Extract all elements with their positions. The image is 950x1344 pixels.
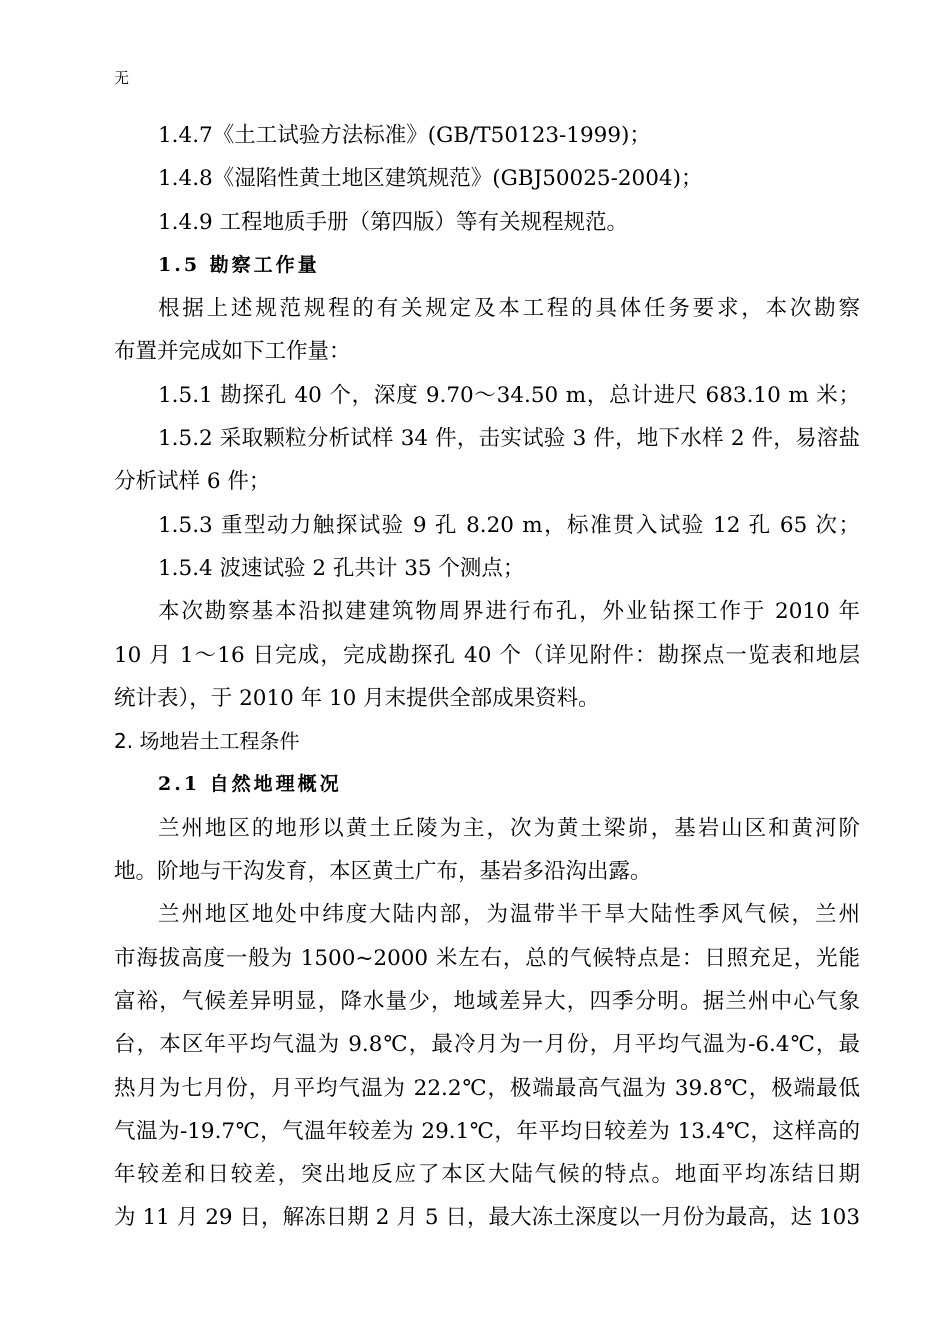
paragraph-line: 地。阶地与干沟发育，本区黄土广布，基岩多沿沟出露。 [114, 859, 652, 885]
paragraph-line: 热月为七月份，月平均气温为 22.2℃，极端最高气温为 39.8℃，极端最低 [114, 1075, 860, 1101]
page-header-text: 无 [114, 69, 130, 87]
section-heading-2: 2. 场地岩土工程条件 [114, 729, 300, 754]
paragraph-line: 台，本区年平均气温为 9.8℃，最冷月为一月份，月平均气温为-6.4℃，最 [114, 1032, 860, 1058]
paragraph-line: 为 11 月 29 日，解冻日期 2 月 5 日，最大冻土深度以一月份为最高，达 103 [114, 1205, 860, 1231]
paragraph-line: 布置并完成如下工作量： [114, 339, 351, 365]
reference-item-1-4-8: 1.4.8《湿陷性黄土地区建筑规范》(GBJ50025-2004)； [158, 166, 703, 192]
paragraph-line: 10 月 1～16 日完成，完成勘探孔 40 个（详见附件：勘探点一览表和地层 [114, 642, 860, 668]
paragraph-line: 本次勘察基本沿拟建建筑物周界进行布孔，外业钻探工作于 2010 年 [158, 599, 860, 625]
paragraph-line: 市海拔高度一般为 1500~2000 米左右，总的气候特点是：日照充足，光能 [114, 945, 860, 971]
subsection-heading-2-1: 2.1 自然地理概况 [158, 773, 342, 796]
subsection-heading-1-5: 1.5 勘察工作量 [158, 253, 320, 276]
paragraph-line: 气温为-19.7℃，气温年较差为 29.1℃，年平均日较差为 13.4℃，这样高的 [114, 1118, 860, 1144]
paragraph-line: 分析试样 6 件； [114, 469, 271, 495]
paragraph-line: 统计表），于 2010 年 10 月末提供全部成果资料。 [114, 685, 600, 711]
paragraph-line: 兰州地区的地形以黄土丘陵为主，次为黄土梁峁，基岩山区和黄河阶 [158, 815, 860, 841]
reference-item-1-4-7: 1.4.7《土工试验方法标准》(GB/T50123-1999)； [158, 123, 651, 148]
paragraph-line: 年较差和日较差，突出地反应了本区大陆气候的特点。地面平均冻结日期 [114, 1162, 860, 1188]
workload-item-1-5-4: 1.5.4 波速试验 2 孔共计 35 个测点； [158, 555, 525, 581]
document-body [114, 114, 860, 1240]
workload-item-1-5-3: 1.5.3 重型动力触探试验 9 孔 8.20 m，标准贯入试验 12 孔 65 次； [158, 512, 860, 538]
workload-item-1-5-1: 1.5.1 勘探孔 40 个，深度 9.70～34.50 m，总计进尺 683.10 m 米； [158, 382, 860, 408]
paragraph-line: 根据上述规范规程的有关规定及本工程的具体任务要求，本次勘察 [158, 296, 860, 322]
paragraph-line: 富裕，气候差异明显，降水量少，地域差异大，四季分明。据兰州中心气象 [114, 988, 860, 1014]
workload-item-1-5-2: 1.5.2 采取颗粒分析试样 34 件，击实试验 3 件，地下水样 2 件，易溶盐 [158, 426, 860, 452]
reference-item-1-4-9: 1.4.9 工程地质手册（第四版）等有关规程规范。 [158, 209, 629, 235]
paragraph-line: 兰州地区地处中纬度大陆内部，为温带半干旱大陆性季风气候，兰州 [158, 902, 860, 928]
